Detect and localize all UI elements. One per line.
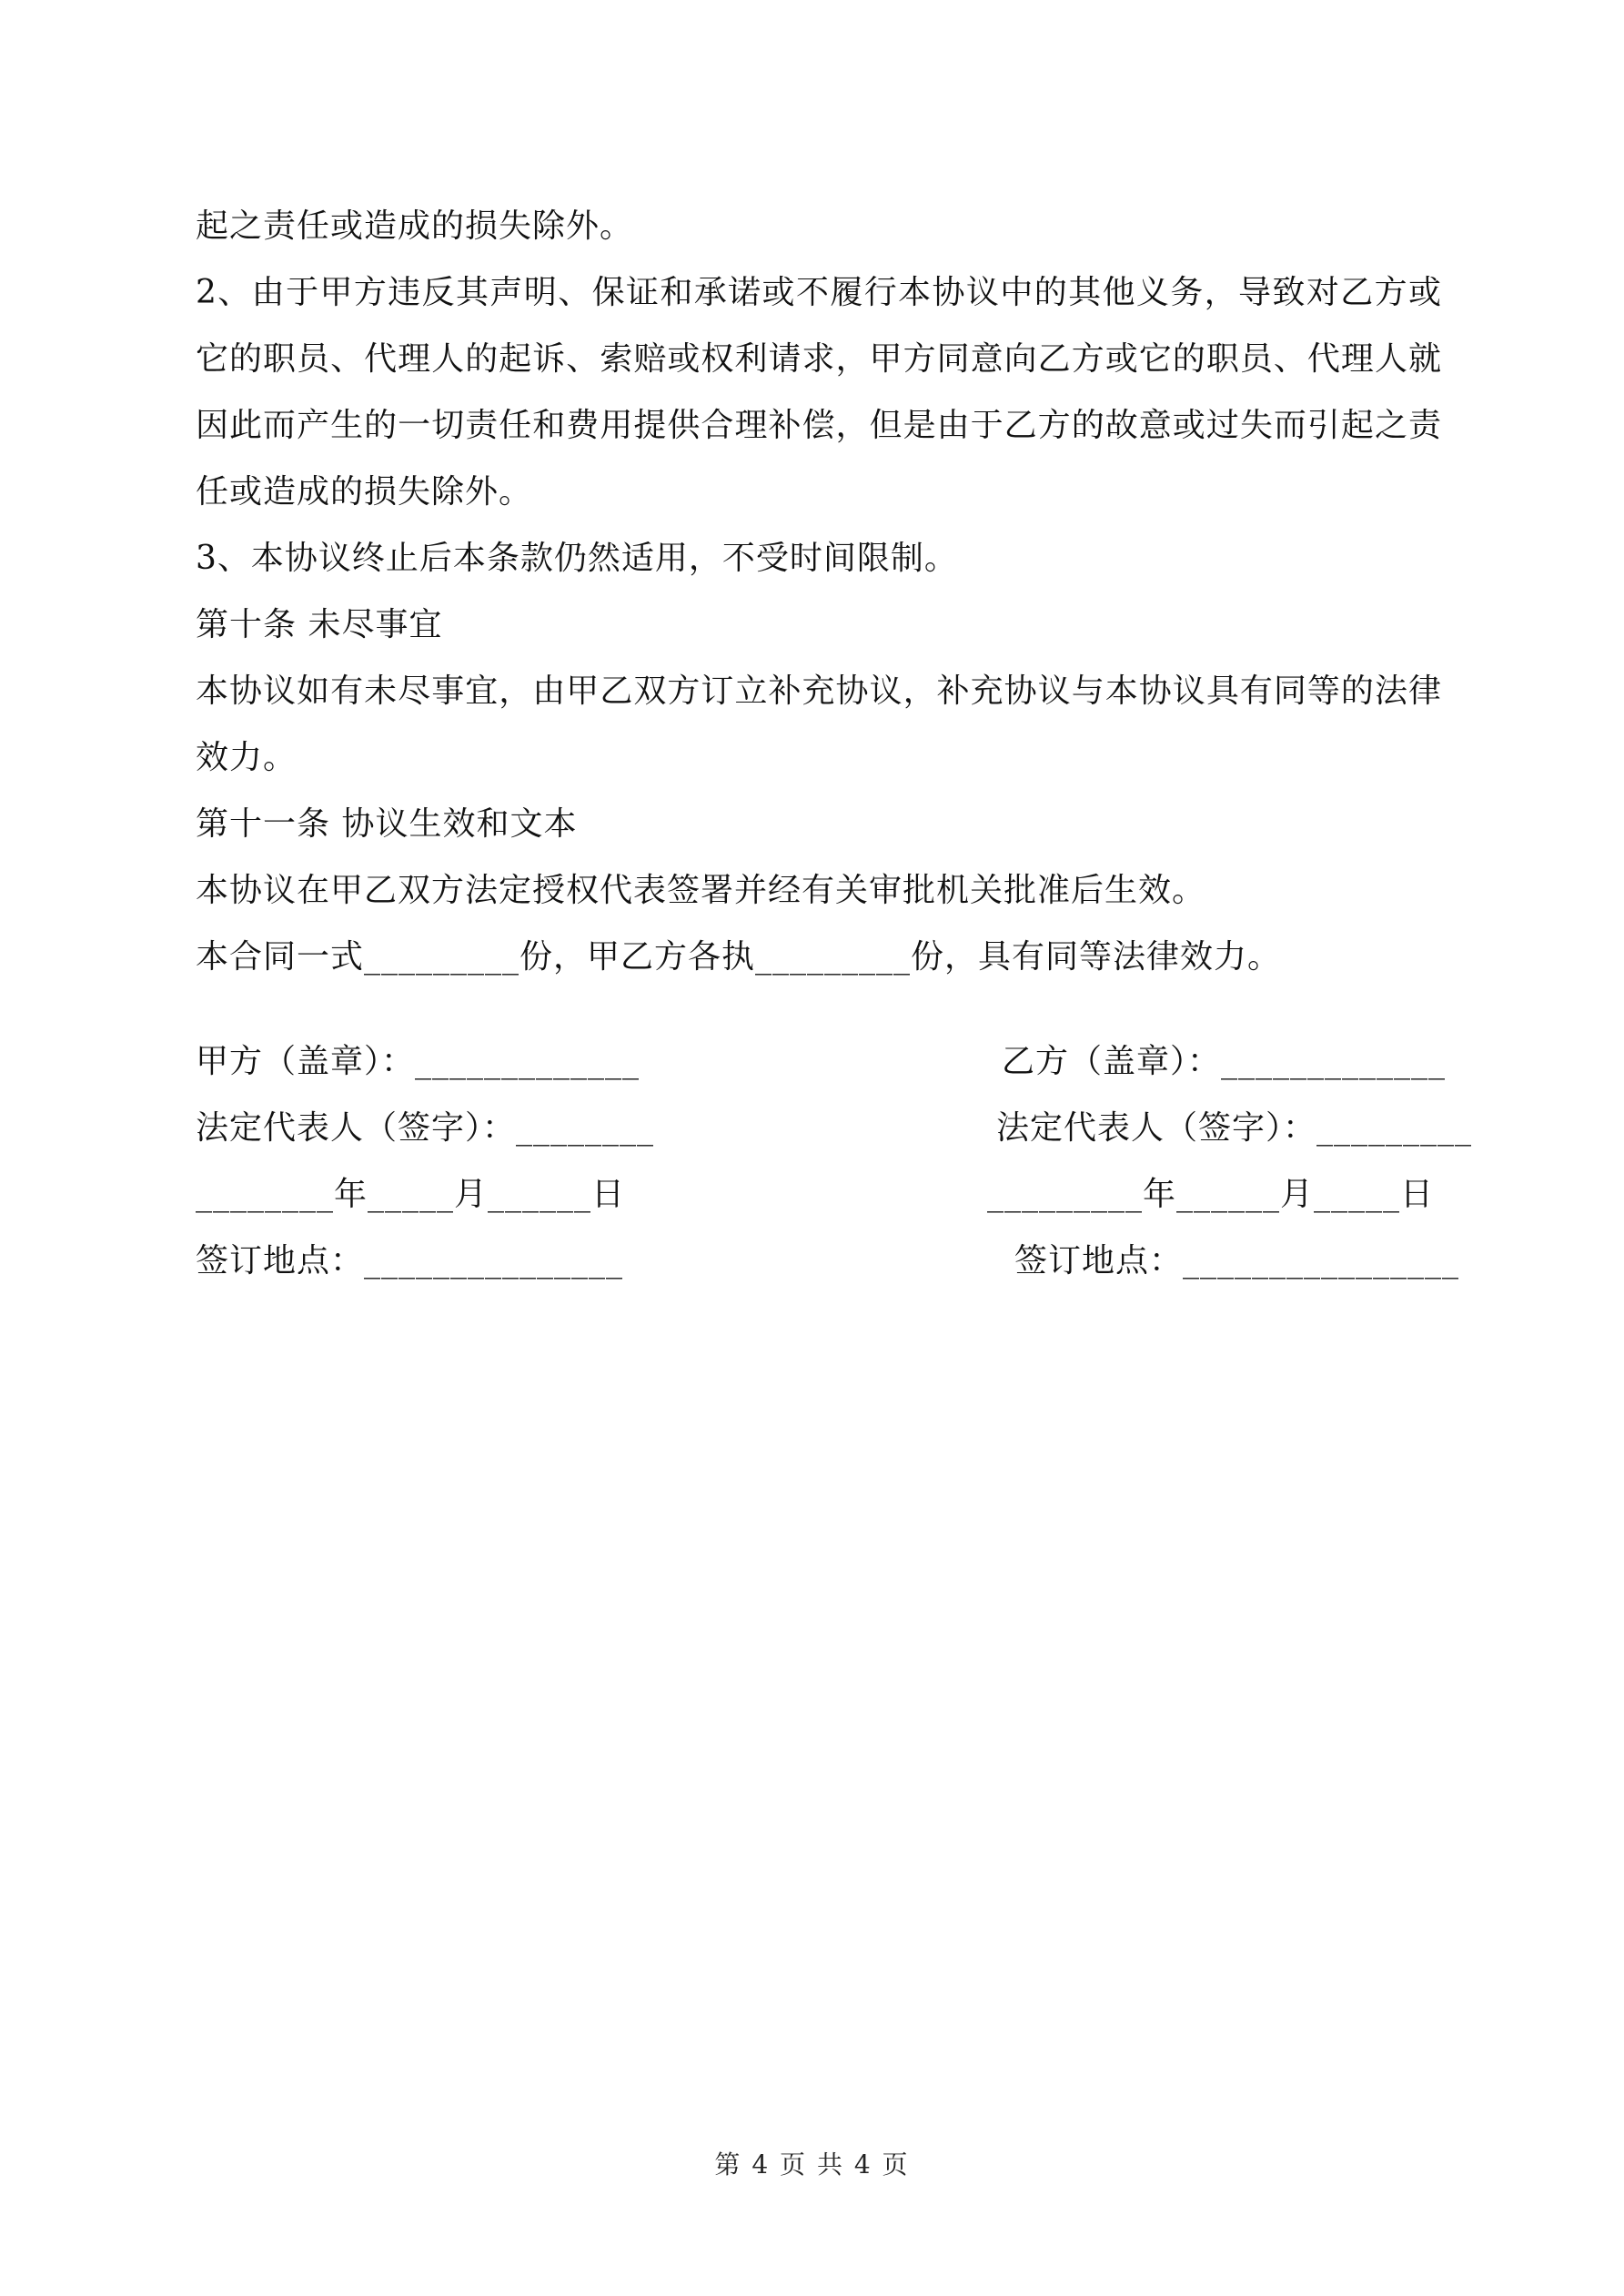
copies-text: 本合同一式_________份，甲乙方各执_________份，具有同等法律效力。 — [196, 938, 1282, 976]
article-11-text: 本协议在甲乙双方法定授权代表签署并经有关审批机关批准后生效。 — [196, 872, 1206, 909]
party-a-signature — [196, 1028, 741, 1294]
party-a-date: ________年_____月______日 — [196, 1176, 625, 1213]
article-10-text: 本协议如有未尽事宜，由甲乙双方订立补充协议，补充协议与本协议具有同等的法律效力。 — [196, 673, 1442, 776]
party-b-date: _________年______月_____日 — [987, 1176, 1434, 1213]
article-11-heading: 第十一条 协议生效和文本 — [196, 805, 578, 843]
paragraph-clause-2: 2、由于甲方违反其声明、保证和承诺或不履行本协议中的其他义务，导致对乙方或它的职员、代理人的起诉、索赔或权利请求，甲方同意向乙方或它的职员、代理人就因此而产生的一切责任和费用提供合理补偿，但是由于乙方的故意或过失而引起之责任或造成的损失除外。 — [196, 274, 1442, 511]
party-a-place: 签订地点：_______________ — [196, 1242, 624, 1279]
party-a-seal: 甲方（盖章）：_____________ — [196, 1043, 641, 1080]
party-b-signature — [987, 1028, 1473, 1294]
article-10-heading: 第十条 未尽事宜 — [196, 606, 443, 643]
party-b-place: 签订地点：________________ — [1014, 1242, 1460, 1279]
paragraph-continuation: 起之责任或造成的损失除外。 — [196, 207, 634, 245]
paragraph-clause-3: 3、本协议终止后本条款仍然适用，不受时间限制。 — [196, 540, 958, 577]
party-b-seal: 乙方（盖章）：_____________ — [1002, 1043, 1447, 1080]
contract-body — [196, 193, 1442, 990]
party-a-representative: 法定代表人（签字）：________ — [196, 1109, 655, 1147]
page-number: 第 4 页 共 4 页 — [714, 2149, 910, 2180]
party-b-representative: 法定代表人（签字）：_________ — [996, 1109, 1473, 1147]
